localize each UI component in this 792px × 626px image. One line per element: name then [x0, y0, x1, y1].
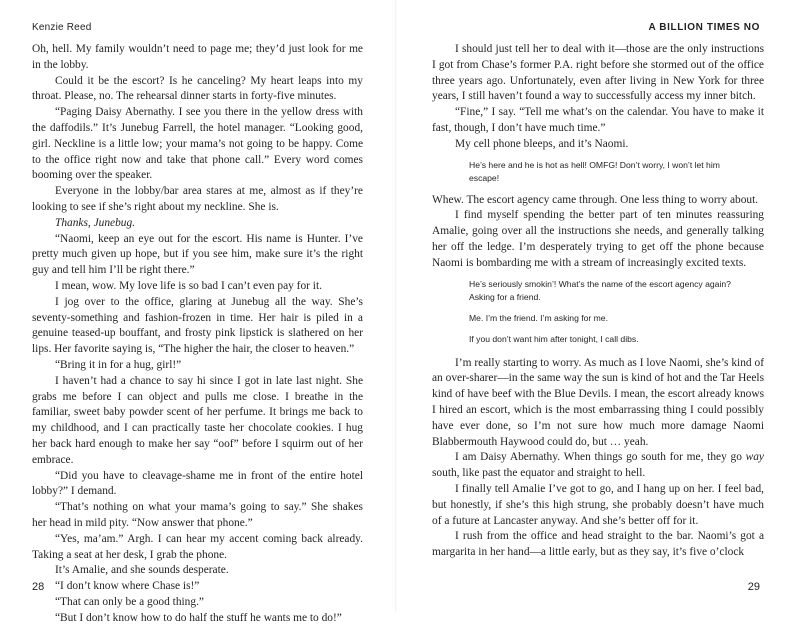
paragraph: I’m really starting to worry. As much as I love Naomi, she’s kind of an over-sharer—in the same way the sun is kind of hot and the Tar Heels kind of have beef with the Blue Devils. I mean, the escort already knows I hired an escort, which is the most embarrassing thing I could possibly have ever done, so I’m not sure how much more damage Naomi Blabbermouth Haywood could do, but … yeah. — [432, 356, 764, 448]
text-message: He’s here and he is hot as hell! OMFG! Don’t worry, I won’t let him escape! — [469, 159, 720, 183]
paragraph-italic: Thanks, Junebug. — [55, 216, 136, 229]
text-message: If you don’t want him after tonight, I call dibs. — [469, 333, 639, 344]
paragraph: Could it be the escort? Is he canceling? My heart leaps into my throat. Please, no. The rehearsal dinner starts in forty-five minutes. — [32, 74, 363, 103]
paragraph: I finally tell Amalie I’ve got to go, and I hang up on her. I feel bad, but honestly, if she’s this high strung, she probably doesn’t have much of a future at Lancaster anyway. And she’s better off for it. — [432, 482, 764, 527]
paragraph: “Bring it in for a hug, girl!” — [55, 358, 182, 371]
page-number: 29 — [747, 581, 760, 593]
paragraph: “That can only be a good thing.” — [55, 595, 204, 608]
paragraph: “Naomi, keep an eye out for the escort. His name is Hunter. I’ve pretty much given up hope, but if you see him, make sure it’s the right guy and tell him I’ll be right there.” — [32, 232, 363, 277]
paragraph: It’s Amalie, and she sounds desperate. — [55, 564, 229, 577]
running-head-author: Kenzie Reed — [32, 22, 92, 33]
paragraph: My cell phone bleeps, and it’s Naomi. — [455, 137, 629, 150]
paragraph-with-emphasis: I am Daisy Abernathy. When things go south for me, they go way south, like past the equator and straight to hell. — [432, 451, 764, 480]
paragraph: I find myself spending the better part of ten minutes reassuring Amalie, going over all the instructions she needs, and generally talking her off the ledge. I’m desperately trying to get off the phone because Naomi is bombarding me with a stream of increasingly excited texts. — [432, 209, 764, 269]
paragraph: “Did you have to cleavage-shame me in front of the entire hotel lobby?” I demand. — [32, 469, 363, 498]
paragraph: “Paging Daisy Abernathy. I see you there in the yellow dress with the daffodils.” It’s Junebug Farrell, the hotel manager. “Looking good, girl. Neckline is a little low; your mama’s not going to be happy. Come to the office right now and take that phone call.” Every word comes booming over the speaker. — [32, 106, 363, 182]
paragraph: I rush from the office and head straight to the bar. Naomi’s got a margarita in her hand—a little early, but as they say, it’s five o’clock — [432, 530, 764, 559]
right-page — [396, 0, 792, 612]
right-page-body — [432, 42, 764, 561]
paragraph: I haven’t had a chance to say hi since I got in late last night. She grabs me before I can object and pulls me close. I breathe in the familiar, sweet baby powder scent of her perfume. It brings me back to my childhood, and I can practically taste her chocolate cookies. I hug her back hard enough to make her say “oof” before I squirm out of her embrace. — [32, 374, 363, 466]
left-page — [0, 0, 396, 624]
running-head-title: A BILLION TIMES NO — [648, 22, 760, 33]
paragraph: “I don’t know where Chase is!” — [55, 580, 200, 593]
page-number: 28 — [32, 581, 45, 593]
paragraph: “That’s nothing on what your mama’s going to say.” She shakes her head in mild pity. “Now answer that phone.” — [32, 501, 363, 529]
paragraph: I should just tell her to deal with it—those are the only instructions I got from Chase’s former P.A. right before she stormed out of the office three years ago. Unfortunately, even after living in New York for three years, I still haven’t found a way to successfully access my inner bitch. — [432, 43, 764, 103]
paragraph: I mean, wow. My love life is so bad I can’t even pay for it. — [55, 279, 322, 292]
text-message: He’s seriously smokin’! What’s the name of the escort agency again? Asking for a friend. — [469, 278, 731, 302]
left-page-body — [32, 42, 363, 626]
paragraph: I jog over to the office, glaring at Junebug all the way. She’s seventy-something and fashion-frozen in time. Her hair is piled in a genuine teased-up bouffant, and frosty pink lipstick is slathered on her lips. Her favorite saying is, “The higher the hair, the closer to heaven.” — [32, 295, 363, 356]
paragraph: “Fine,” I say. “Tell me what’s on the calendar. You have to make it fast, though, I don’t have much time.” — [432, 106, 764, 134]
paragraph: Oh, hell. My family wouldn’t need to page me; they’d just look for me in the lobby. — [32, 43, 363, 71]
text-message: Me. I’m the friend. I’m asking for me. — [469, 312, 608, 323]
paragraph: “But I don’t know how to do half the stuff he wants me to do!” — [55, 611, 342, 624]
paragraph: Whew. The escort agency came through. One less thing to worry about. — [432, 193, 759, 206]
paragraph: “Yes, ma’am.” Argh. I can hear my accent coming back already. Taking a seat at her desk, I grab the phone. — [32, 532, 363, 561]
paragraph: Everyone in the lobby/bar area stares at me, almost as if they’re looking to see if she’s right about my neckline. She is. — [32, 185, 363, 213]
